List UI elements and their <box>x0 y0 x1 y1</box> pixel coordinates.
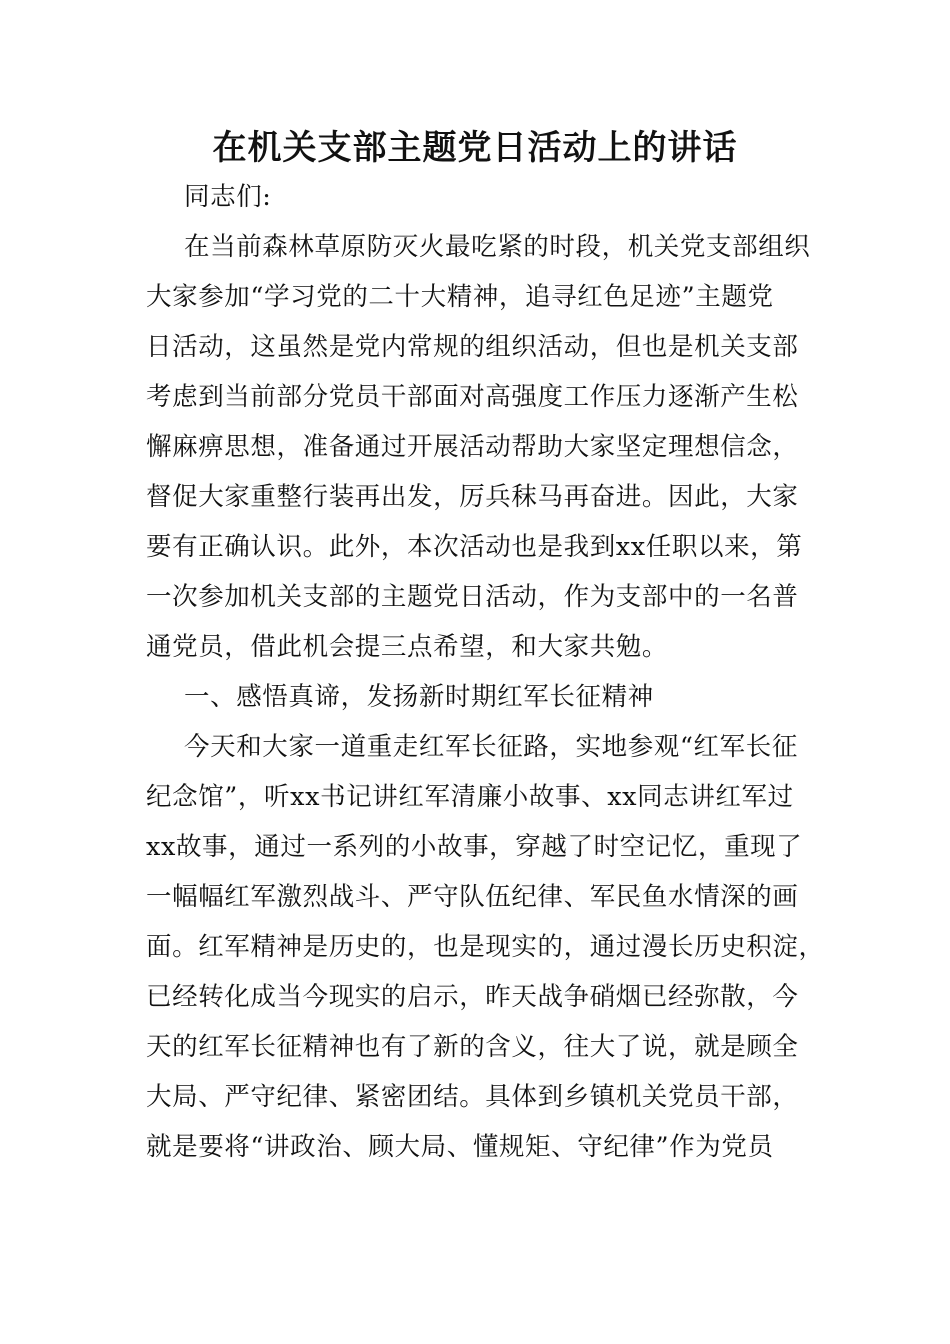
body-line: 督促大家重整行装再出发，厉兵秣马再奋进。因此，大家 <box>146 482 799 512</box>
body-line: 纪念馆”，听xx书记讲红军清廉小故事、xx同志讲红军过 <box>146 782 794 812</box>
body-line: 大家参加“学习党的二十大精神，追寻红色足迹”主题党 <box>146 282 774 312</box>
body-line: 天的红军长征精神也有了新的含义，往大了说，就是顾全 <box>146 1032 799 1062</box>
body-line: 通党员，借此机会提三点希望，和大家共勉。 <box>146 632 669 662</box>
body-line: 在当前森林草原防灭火最吃紧的时段，机关党支部组织 <box>184 232 811 262</box>
body-line: 日活动，这虽然是党内常规的组织活动，但也是机关支部 <box>146 332 799 362</box>
body-line: 大局、严守纪律、紧密团结。具体到乡镇机关党员干部， <box>146 1082 799 1112</box>
body-line: xx故事，通过一系列的小故事，穿越了时空记忆，重现了 <box>146 832 803 862</box>
body-line: 已经转化成当今现实的启示，昨天战争硝烟已经弥散，今 <box>146 982 799 1012</box>
document-title: 在机关支部主题党日活动上的讲话 <box>212 128 738 168</box>
body-line: 面。红军精神是历史的，也是现实的，通过漫长历史积淀， <box>146 932 825 962</box>
body-line: 懈麻痹思想，准备通过开展活动帮助大家坚定理想信念， <box>146 432 799 462</box>
body-line: 一次参加机关支部的主题党日活动，作为支部中的一名普 <box>146 582 799 612</box>
body-line: 一幅幅红军激烈战斗、严守队伍纪律、军民鱼水情深的画 <box>146 882 799 912</box>
salutation: 同志们: <box>184 182 272 212</box>
body-line: 今天和大家一道重走红军长征路，实地参观“红军长征 <box>184 732 798 762</box>
body-line: 考虑到当前部分党员干部面对高强度工作压力逐渐产生松 <box>146 382 799 412</box>
section-heading: 一、感悟真谛，发扬新时期红军长征精神 <box>184 682 654 712</box>
body-line: 就是要将“讲政治、顾大局、懂规矩、守纪律”作为党员 <box>146 1132 774 1162</box>
body-line: 要有正确认识。此外，本次活动也是我到xx任职以来，第 <box>146 532 803 562</box>
